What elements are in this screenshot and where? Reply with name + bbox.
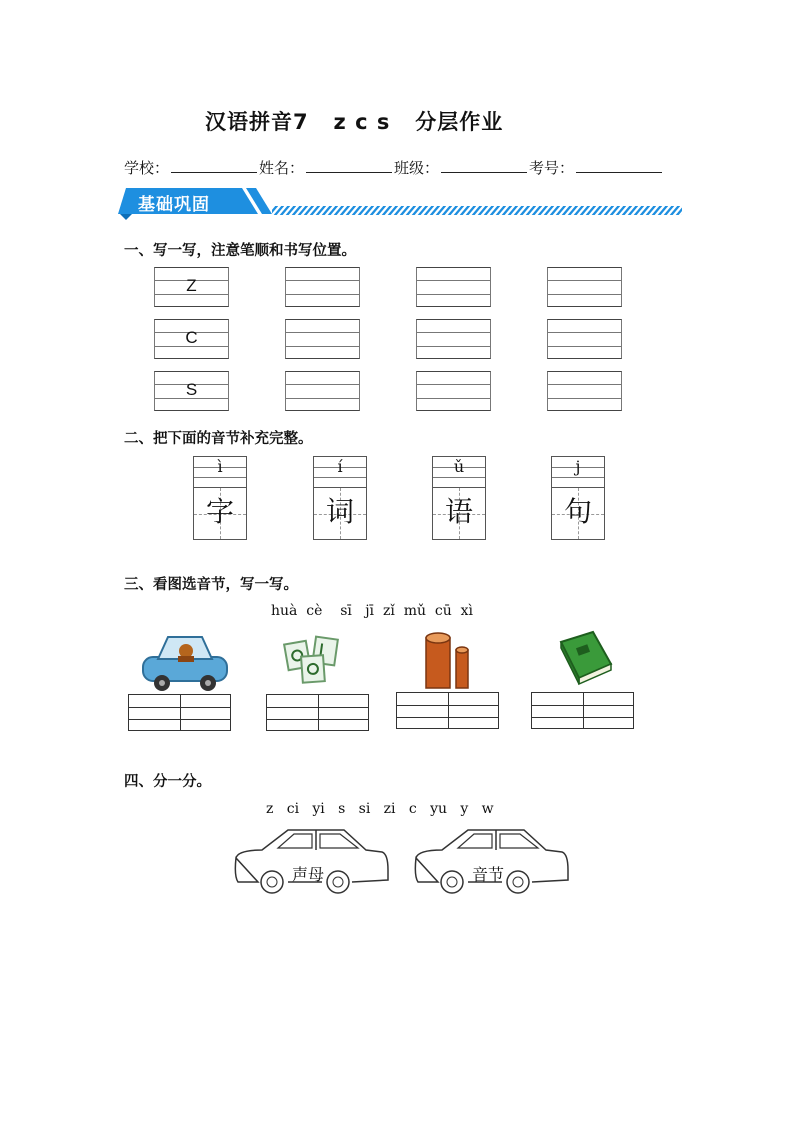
banner-label: 基础巩固 xyxy=(138,195,210,215)
car-outline-left-icon xyxy=(232,826,392,896)
section3-title: 三、看图选音节，写一写。 xyxy=(124,577,298,593)
writing-box[interactable] xyxy=(128,694,231,731)
writing-box[interactable] xyxy=(266,694,369,731)
hanzi-char: 字 xyxy=(205,495,234,528)
section-banner xyxy=(118,186,683,220)
tone-mark: ì xyxy=(217,457,223,476)
pinyin-card[interactable] xyxy=(432,456,486,540)
car-picture-icon xyxy=(140,627,230,692)
book-picture-icon xyxy=(555,628,617,688)
four-line-box[interactable] xyxy=(416,267,491,307)
car-label-syllables: 音节 xyxy=(472,865,505,884)
hanzi-char: 词 xyxy=(325,495,354,528)
tone-mark: í xyxy=(337,457,343,476)
hanzi-char: 句 xyxy=(563,495,592,528)
hanzi-char: 语 xyxy=(444,495,473,528)
four-line-box[interactable] xyxy=(154,267,229,307)
letter-s: S xyxy=(185,380,198,399)
tone-mark: ǔ xyxy=(453,457,465,476)
wood-picture-icon xyxy=(418,630,478,692)
school-blank[interactable] xyxy=(171,158,257,173)
four-line-box[interactable] xyxy=(416,371,491,411)
letter-c: C xyxy=(185,328,198,347)
writing-box[interactable] xyxy=(531,692,634,729)
pinyin-card[interactable] xyxy=(551,456,605,540)
four-line-box[interactable] xyxy=(154,371,229,411)
pinyin-card[interactable] xyxy=(193,456,247,540)
four-line-box[interactable] xyxy=(547,371,622,411)
class-label: 班级： xyxy=(394,159,440,177)
name-blank[interactable] xyxy=(306,158,392,173)
four-line-box[interactable] xyxy=(285,319,360,359)
class-blank[interactable] xyxy=(441,158,527,173)
page-title: 汉语拼音7 z c s 分层作业 xyxy=(205,110,504,134)
cards-picture-icon xyxy=(280,634,350,684)
four-line-box[interactable] xyxy=(154,319,229,359)
four-line-box[interactable] xyxy=(547,267,622,307)
car-outline-right-icon xyxy=(412,826,572,896)
student-info-line xyxy=(124,157,664,178)
number-label: 考号： xyxy=(529,159,575,177)
pinyin-card[interactable] xyxy=(313,456,367,540)
number-blank[interactable] xyxy=(576,158,662,173)
tone-mark: j xyxy=(575,457,581,476)
name-label: 姓名： xyxy=(259,159,305,177)
writing-box[interactable] xyxy=(396,692,499,729)
section4-syllables: z ci yi s si zi c yu y w xyxy=(266,801,494,817)
section3-syllables: huà cè sī jī zǐ mǔ cū xì xyxy=(271,603,474,619)
four-line-box[interactable] xyxy=(285,371,360,411)
section1-title: 一、写一写，注意笔顺和书写位置。 xyxy=(124,243,356,259)
four-line-box[interactable] xyxy=(285,267,360,307)
four-line-box[interactable] xyxy=(416,319,491,359)
section4-title: 四、分一分。 xyxy=(124,774,211,790)
car-label-initials: 声母 xyxy=(292,865,325,884)
school-label: 学校： xyxy=(124,159,170,177)
letter-z: Z xyxy=(186,276,197,295)
four-line-box[interactable] xyxy=(547,319,622,359)
section2-title: 二、把下面的音节补充完整。 xyxy=(124,431,313,447)
